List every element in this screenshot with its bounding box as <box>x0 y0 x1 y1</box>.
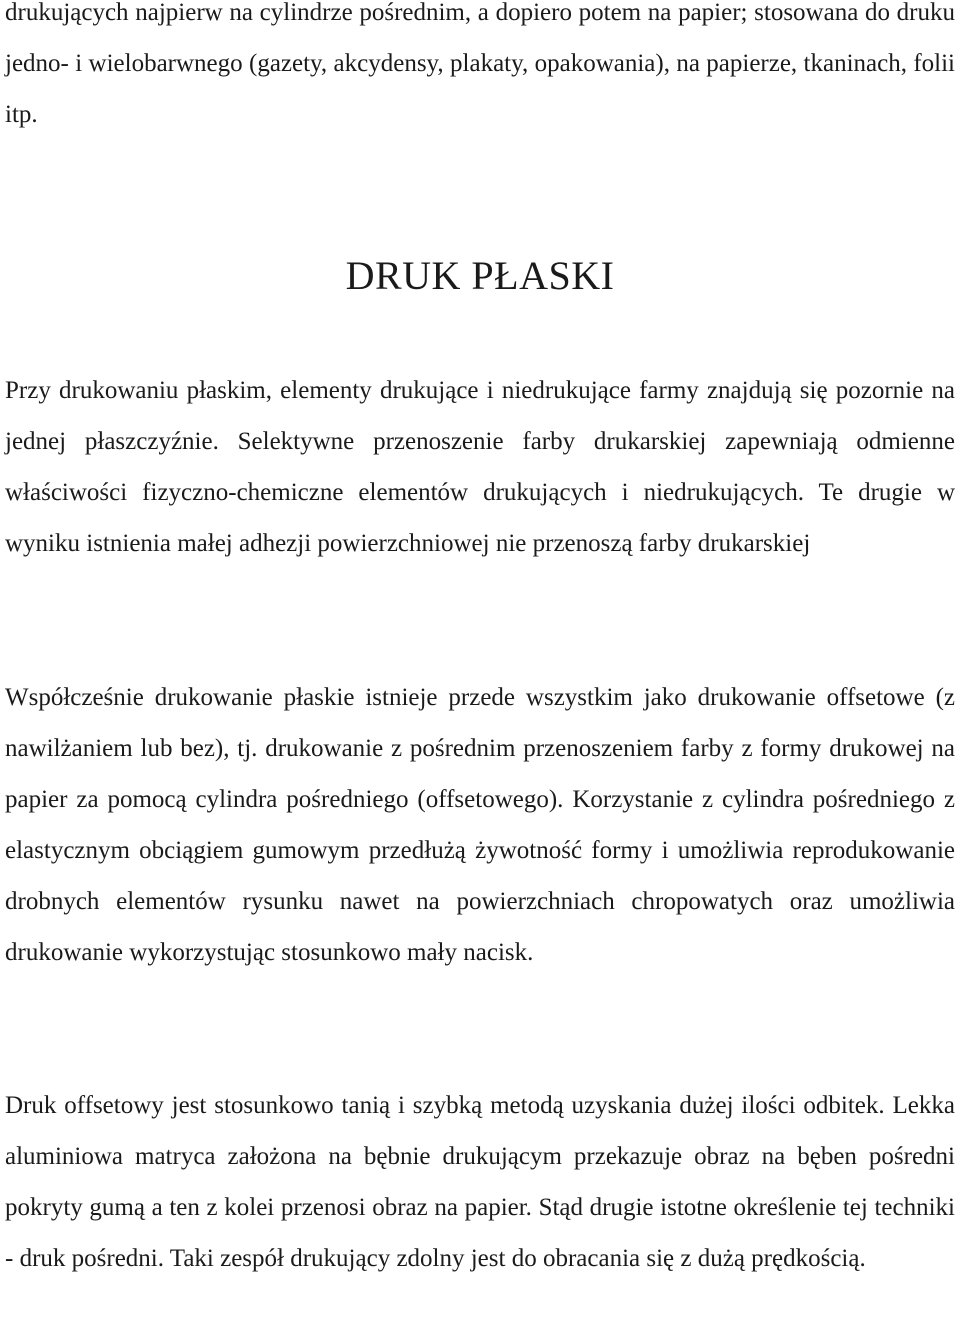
section-heading: DRUK PŁASKI <box>345 253 615 298</box>
intro-paragraph: drukujących najpierw na cylindrze pośrednim, a dopiero potem na papier; stosowana do druku jedno- i wielobarwnego (gazety, akcydensy, plakaty, opakowania), na papierze, tkaninach, folii itp. <box>5 0 955 128</box>
flat-printing-paragraph: Przy drukowaniu płaskim, elementy drukujące i niedrukujące farmy znajdują się pozornie na jednej płaszczyźnie. Selektywne przenoszenie farby drukarskiej zapewniają odmienne właściwości fizyczno-chemiczne elementów drukujących i niedrukujących. Te drugie w wyniku istnienia małej adhezji powierzchniowej nie przenoszą farby drukarskiej <box>5 377 955 557</box>
offset-modern-paragraph: Współcześnie drukowanie płaskie istnieje przede wszystkim jako drukowanie offsetowe (z nawilżaniem lub bez), tj. drukowanie z pośrednim przenoszeniem farby z formy drukowej na papier za pomocą cylindra pośredniego (offsetowego). Korzystanie z cylindra pośredniego z elastycznym obciągiem gumowym przedłużą żywotność formy i umożliwia reprodukowanie drobnych elementów rysunku nawet na powierzchniach chropowatych oraz umożliwia drukowanie wykorzystując stosunkowo mały nacisk. <box>5 684 955 966</box>
offset-print-paragraph: Druk offsetowy jest stosunkowo tanią i szybką metodą uzyskania dużej ilości odbitek. Lekka aluminiowa matryca założona na bębnie drukującym przekazuje obraz na bęben pośredni pokryty gumą a ten z kolei przenosi obraz na papier. Stąd drugie istotne określenie tej techniki - druk pośredni. Taki zespół drukujący zdolny jest do obracania się z dużą prędkością. <box>5 1092 955 1272</box>
